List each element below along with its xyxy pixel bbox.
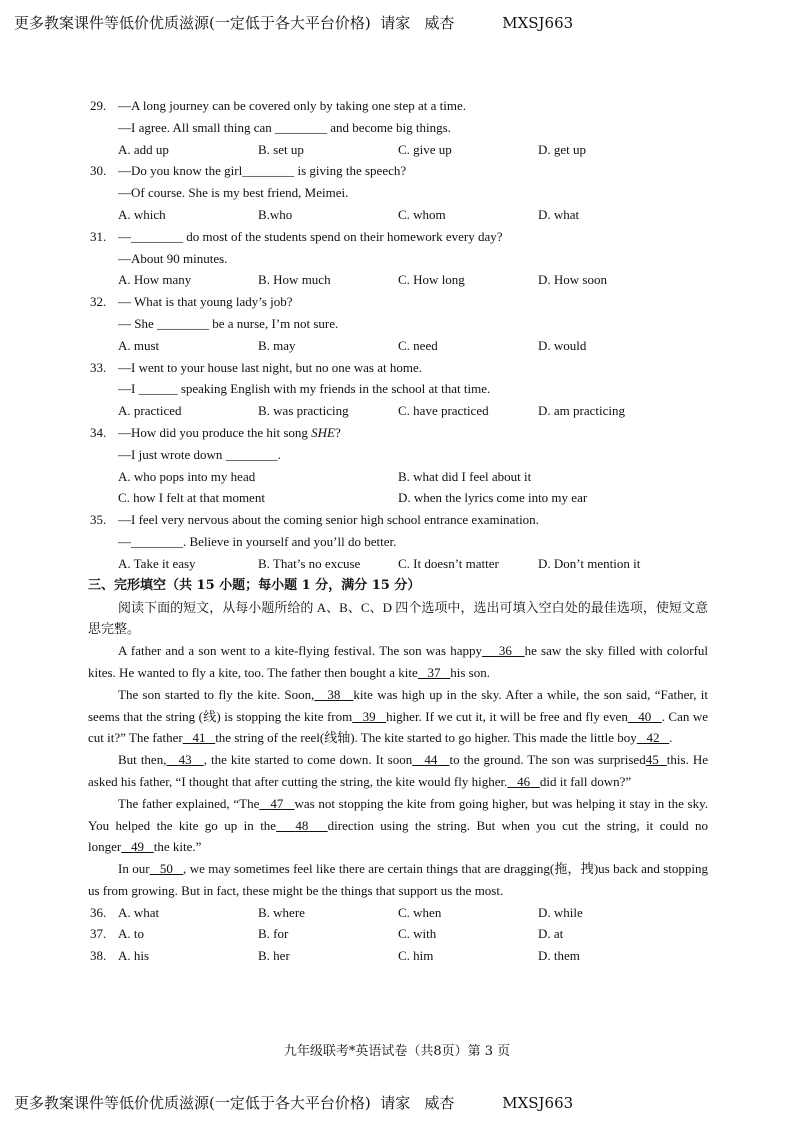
option-a: A. which (118, 206, 166, 222)
passage-paragraph (88, 640, 708, 684)
question-line: —About 90 minutes. (118, 250, 228, 266)
blank-44 (412, 752, 449, 767)
exam-content (88, 95, 708, 967)
option-a: A. who pops into my head (118, 468, 256, 484)
passage-text: But then, (118, 752, 167, 768)
question-34 (88, 422, 708, 509)
option-c: C. how I felt at that moment (118, 490, 265, 506)
blank-number: 40 (638, 708, 652, 724)
option-c: C. It doesn’t matter (398, 555, 499, 571)
blank-number: 43 (178, 752, 192, 768)
question-line (118, 425, 341, 440)
options (118, 400, 708, 422)
blank-43 (166, 752, 203, 767)
question-29 (88, 95, 708, 160)
question-number: 33. (90, 359, 107, 375)
question-31 (88, 226, 708, 291)
question-number: 29. (90, 98, 107, 113)
blank-number: 49 (130, 839, 144, 855)
blank-number: 46 (517, 773, 531, 789)
option-d: D. How soon (538, 272, 607, 288)
option-d: D. at (538, 926, 564, 942)
passage-text: did it fall down?” (539, 773, 632, 789)
option-a: A. what (118, 904, 160, 920)
question-number: 38. (90, 948, 107, 964)
options (118, 204, 708, 226)
blank-50 (150, 861, 183, 876)
passage-text: the kite.” (153, 839, 202, 855)
option-b: B. set up (258, 141, 304, 157)
question-line: — What is that young lady’s job? (118, 294, 293, 310)
options (118, 269, 708, 291)
passage-text: the string of the reel(线轴). The kite started to go higher. This made the little boy (215, 730, 637, 746)
options (118, 139, 708, 161)
passage-text: The son started to fly the kite. Soon, (118, 686, 315, 702)
passage-text: . (669, 730, 673, 746)
options (118, 466, 708, 488)
blank-36 (482, 643, 525, 658)
option-a: A. to (118, 926, 144, 942)
blank-number: 38 (327, 686, 341, 702)
blank-number: 48 (295, 817, 309, 833)
blank-number: 41 (192, 730, 206, 746)
passage-text: kite was high up in the sky. After a while, the son said, “Father, it seems that the string (线) is stopping the kite from (88, 686, 709, 724)
passage-paragraph (88, 858, 708, 902)
blank-number: 36 (498, 643, 512, 659)
blank-49 (121, 839, 154, 854)
passage-text: higher. If we cut it, it will be free and fly even (386, 708, 628, 724)
options (118, 553, 708, 575)
question-32 (88, 291, 708, 356)
passage-text: , we may sometimes feel like there are certain things that are dragging(拖，拽)us back and stopping us from growing. But in fact, these might be the things that support us the most. (88, 861, 709, 898)
passage-text: this. He asked his father, “I thought that after cutting the string, the kite would fly higher. (88, 752, 709, 789)
question-line: —________. Believe in yourself and you’ll do better. (118, 533, 397, 549)
blank-46 (507, 774, 540, 789)
blank-38 (314, 687, 353, 702)
question-35 (88, 509, 708, 574)
passage-paragraph (88, 684, 708, 749)
blank-39 (352, 709, 386, 724)
option-c: C. need (398, 337, 438, 353)
passage-text: In our (118, 861, 150, 877)
blank-42 (637, 730, 673, 746)
option-a: A. his (118, 948, 150, 964)
question-line: —Of course. She is my best friend, Meimei. (118, 185, 349, 201)
blank-41 (183, 730, 216, 745)
option-a: A. must (118, 337, 160, 353)
blank-47 (259, 796, 294, 811)
option-d: D. when the lyrics come into my ear (398, 490, 588, 506)
question-number: 31. (90, 228, 107, 244)
blank-40 (628, 709, 662, 724)
question-line: —I ______ speaking English with my friends in the school at that time. (118, 381, 491, 397)
option-d: D. get up (538, 141, 587, 157)
option-a: A. practiced (118, 403, 182, 419)
question-number: 34. (90, 424, 107, 440)
option-b: B. That’s no excuse (258, 555, 361, 571)
option-b: B. may (258, 337, 296, 353)
blank-number: 47 (270, 795, 284, 811)
question-line: —Do you know the girl________ is giving the speech? (118, 163, 407, 179)
question-number: 37. (90, 926, 107, 942)
page-footer: 九年级联考*英语试卷（共8页）第 3 页 (283, 1044, 511, 1059)
song-title: SHE (311, 424, 336, 440)
option-d: D. Don’t mention it (538, 555, 641, 571)
question-number: 35. (90, 512, 107, 528)
blank-number: 39 (362, 708, 376, 724)
blank-number: 45 (645, 752, 659, 768)
option-c: C. whom (398, 206, 446, 222)
question-line: —________ do most of the students spend on their homework every day? (118, 228, 503, 244)
option-b: B. How much (258, 272, 331, 288)
section-title: 三、完形填空（共 15 小题；每小题 1 分，满分 15 分） (88, 577, 421, 593)
passage-text: direction using the string. But when you cut the string, it could no longer (88, 817, 709, 855)
passage-text: his son. (450, 664, 490, 680)
question-line: —I feel very nervous about the coming senior high school entrance examination. (118, 512, 539, 528)
option-a: A. add up (118, 141, 169, 157)
question-line: —I just wrote down ________. (118, 446, 281, 462)
options (118, 335, 708, 357)
option-c: C. when (398, 904, 442, 920)
passage-text: was not stopping the kite from going higher, but was helping it stay in the sky. You helped the kite go up in the (88, 795, 708, 833)
option-b: B. where (258, 904, 305, 920)
option-b: B.who (258, 206, 293, 222)
question-line: —I agree. All small thing can ________ and become big things. (118, 119, 451, 135)
cloze-question-37 (88, 923, 708, 945)
option-b: B. was practicing (258, 403, 349, 419)
passage-text: to the ground. The son was surprised (449, 752, 646, 768)
option-d: D. them (538, 948, 580, 964)
blank-number: 37 (427, 664, 441, 680)
page-header: 更多教案课件等低价优质滋源(一定低于各大平台价格) 请家 威杏 MXSJ663 (14, 14, 574, 32)
passage-text: The father explained, “The (118, 795, 260, 811)
passage-text: . Can we cut it?” The father (88, 708, 708, 746)
option-d: D. while (538, 904, 583, 920)
options (118, 487, 708, 509)
question-mark: ? (335, 424, 341, 440)
option-c: C. him (398, 948, 434, 964)
question-33 (88, 357, 708, 422)
blank-37 (418, 665, 451, 680)
blank-48 (276, 818, 328, 833)
option-a: A. How many (118, 272, 192, 288)
blank-45 (646, 752, 667, 767)
option-c: C. How long (398, 272, 465, 288)
cloze-question-36 (88, 902, 708, 924)
question-line: —I went to your house last night, but no one was at home. (118, 359, 423, 375)
question-text: —How did you produce the hit song (118, 424, 312, 440)
passage-text: A father and a son went to a kite-flying festival. The son was happy (118, 643, 482, 659)
question-number: 36. (90, 904, 107, 920)
option-c: C. with (398, 926, 437, 942)
question-line: — She ________ be a nurse, I’m not sure. (118, 315, 339, 331)
option-d: D. am practicing (538, 403, 625, 419)
option-c: C. give up (398, 141, 452, 157)
option-d: D. would (538, 337, 587, 353)
passage-paragraph (88, 793, 708, 858)
blank-number: 50 (159, 861, 173, 877)
question-number: 30. (90, 163, 107, 179)
section-instruction: 阅读下面的短文，从每小题所给的 A、B、C、D 四个选项中，选出可填入空白处的最佳选项，使短文意思完整。 (88, 599, 708, 637)
passage-text: he saw the sky filled with colorful kites. He wanted to fly a kite, too. The father then bought a kite (88, 643, 709, 680)
blank-number: 42 (646, 730, 660, 746)
option-b: B. for (258, 926, 289, 942)
question-30 (88, 160, 708, 225)
question-line: —A long journey can be covered only by taking one step at a time. (118, 98, 467, 113)
option-b: B. what did I feel about it (398, 468, 532, 484)
cloze-question-38 (88, 945, 708, 967)
question-number: 32. (90, 294, 107, 310)
passage-text: , the kite started to come down. It soon (203, 752, 413, 768)
passage-paragraph (88, 749, 708, 793)
option-d: D. what (538, 206, 580, 222)
option-b: B. her (258, 948, 290, 964)
page-bottom-banner: 更多教案课件等低价优质滋源(一定低于各大平台价格) 请家 威杏 MXSJ663 (14, 1094, 574, 1112)
blank-number: 44 (424, 752, 438, 768)
option-c: C. have practiced (398, 403, 489, 419)
option-a: A. Take it easy (118, 555, 196, 571)
